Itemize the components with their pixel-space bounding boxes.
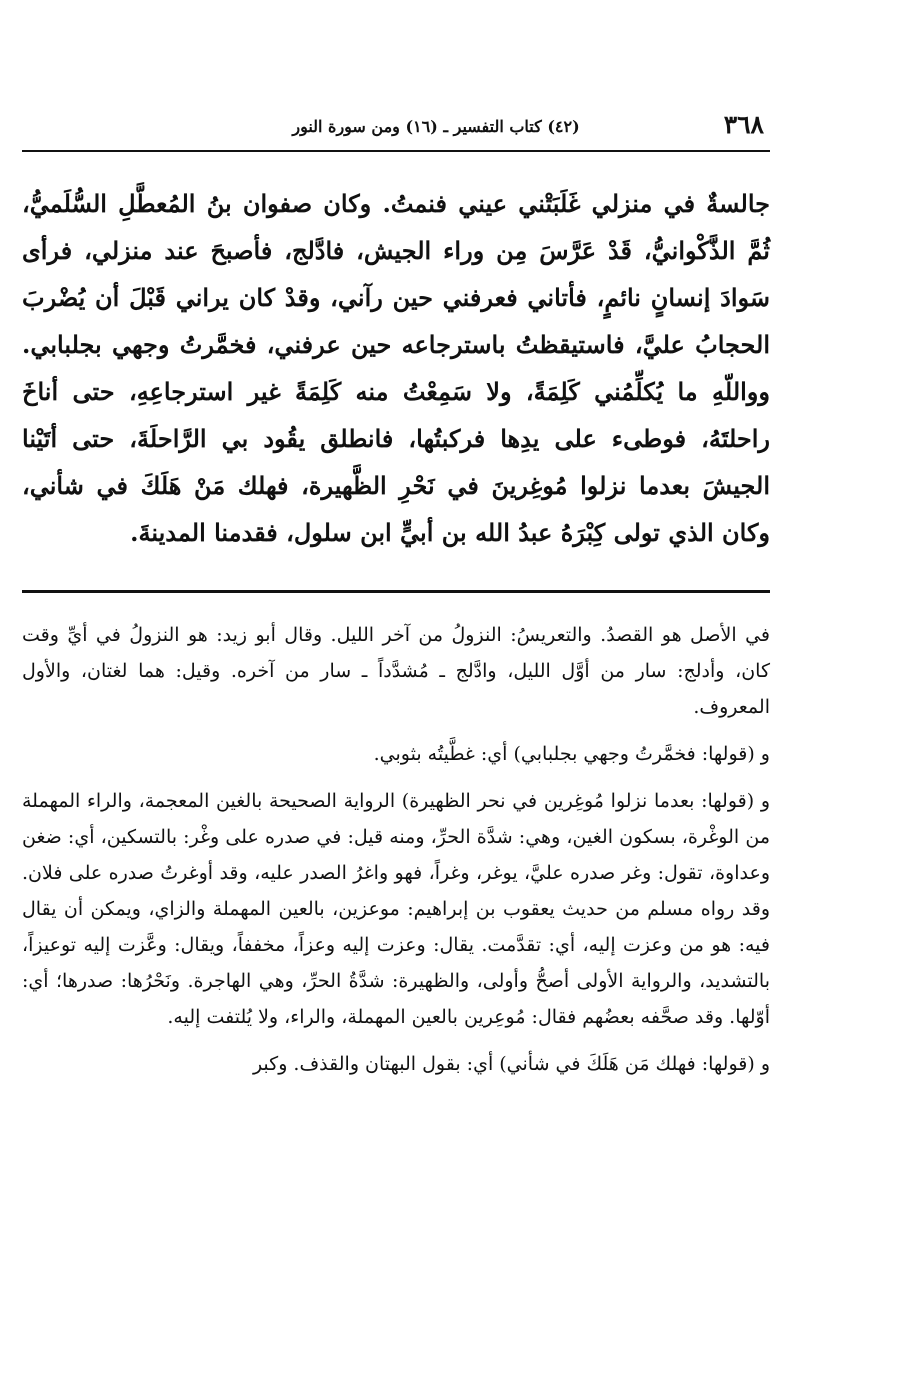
footnotes (22, 617, 770, 1082)
header-rule (22, 150, 770, 152)
book-page (22, 108, 770, 1082)
running-head: (٤٢) كتاب التفسير ـ (١٦) ومن سورة النور (292, 117, 580, 136)
footnote-paragraph: و (قولها: فهلك مَن هَلَكَ في شأني) أي: بقول البهتان والقذف. وكبر (252, 1053, 770, 1075)
main-text (22, 180, 770, 556)
page-number: ٣٦٨ (723, 110, 764, 139)
footnote-divider (22, 590, 770, 593)
main-paragraph: جالسةٌ في منزلي غَلَبَتْني عيني فنمتُ. وكان صفوان بنُ المُعطَّلِ السُّلَميُّ، ثُمَّ الذَّكْوانيُّ، قَدْ عَرَّسَ مِن وراء الجيش، فادَّلج، فأصبحَ عند منزلي، فرأى سَوادَ إنسانٍ نائمٍ، فأتاني فعرفني حين رآني، وقدْ كان يراني قَبْلَ أن يُضْربَ الحجابُ عليَّ، فاستيقظتُ باسترجاعه حين عرفني، فخمَّرتُ وجهي بجلبابي. وواللّهِ ما يُكلِّمُني كَلِمَةً، ولا سَمِعْتُ منه كَلِمَةً غير استرجاعِهِ، حتى أناخَ راحلتَهُ، فوطىء على يدِها فركبتُها، فانطلق يقُود بي الرَّاحلَةَ، حتى أتَيْنا الجيشَ بعدما نزلوا مُوغِرينَ في نَحْرِ الظَّهيرة، فهلك مَنْ هَلَكَ في شأني، وكان الذي تولى كِبْرَهُ عبدُ الله بن أبيٍّ ابن سلول، فقدمنا المدينةَ. (22, 189, 770, 547)
footnote-paragraph: و (قولها: بعدما نزلوا مُوغِرين في نحر الظهيرة) الرواية الصحيحة بالغين المعجمة، والراء المهملة من الوغْرة، بسكون الغين، وهي: شدَّة الحرِّ، ومنه قيل: في صدره على وغْر: بالتسكين، أي: ضغن وعداوة، تقول: وغر صدره عليَّ، يوغر، وغراً، فهو واغرُ الصدر عليه، وقد أوغرتُ صدره على فلان. وقد رواه مسلم من حديث يعقوب بن إبراهيم: موعزين، بالعين المهملة والزاي، ويمكن أن يقال فيه: هو من وعزت إليه، أي: تقدَّمت. يقال: وعزت إليه وعزاً، مخففاً، ويقال: وعَّزت إليه توعيزاً، بالتشديد، والرواية الأولى أصحُّ وأولى، والظهيرة: شدَّةُ الحرِّ، وهي الهاجرة. ونَحْرُها: صدرها؛ أي: أوّلها. وقد صحَّفه بعضُهم فقال: مُوعِرين بالعين المهملة، والراء، ولا يُلتفت إليه. (22, 790, 770, 1028)
footnote-paragraph: في الأصل هو القصدُ. والتعريسُ: النزولُ من آخر الليل. وقال أبو زيد: هو النزولُ في أيِّ وقت كان، وأدلج: سار من أوَّل الليل، وادَّلج ـ مُشدَّداً ـ سار من آخره. وقيل: هما لغتان، والأول المعروف. (22, 624, 770, 718)
footnote-paragraph: و (قولها: فخمَّرتُ وجهي بجلبابي) أي: غطَّيتُه بثوبي. (373, 743, 770, 765)
page-header (22, 108, 770, 146)
